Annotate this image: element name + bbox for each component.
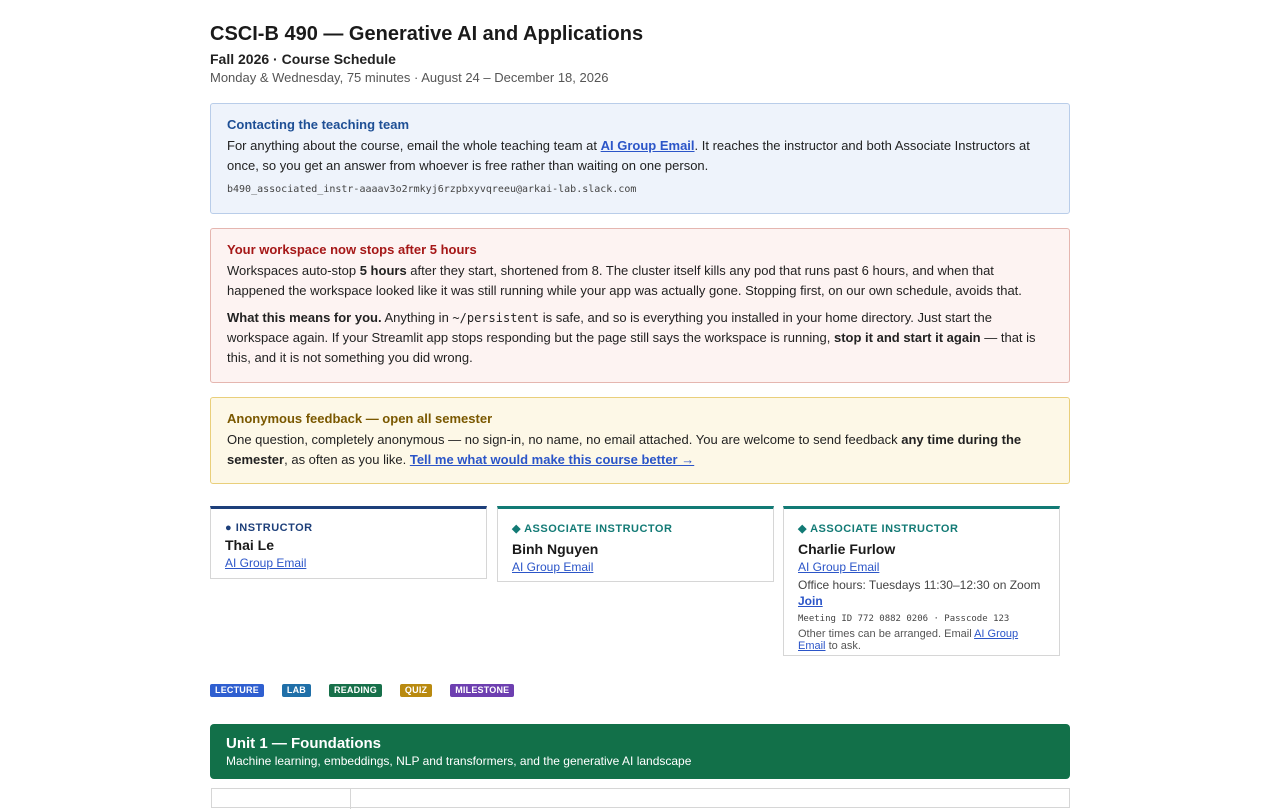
role-label: ◆ ASSOCIATE INSTRUCTOR — [512, 523, 673, 535]
staff-email-link[interactable]: AI Group Email — [798, 560, 880, 574]
contact-text — [227, 136, 1053, 176]
persistent-path: ~/persistent — [452, 311, 540, 325]
ws-p2-d: stop it and start it again — [834, 330, 981, 345]
workspace-paragraph-2 — [227, 308, 1053, 368]
tag-lecture: LECTURE — [210, 684, 264, 697]
ws-p2-b: Anything in — [381, 310, 453, 325]
role-label: ◆ ASSOCIATE INSTRUCTOR — [798, 523, 959, 535]
fb-c: , as often as you like. — [284, 452, 410, 467]
staff-name: Binh Nguyen — [512, 541, 599, 557]
type-legend — [210, 684, 532, 697]
table-column-divider — [350, 789, 351, 809]
staff-name: Charlie Furlow — [798, 541, 896, 557]
schedule-table — [211, 788, 1070, 808]
ws-p2-c: is safe, and so is everything you installed in your home directory. Just start the workspace again. If your Streamlit app stops responding but the page still says the workspace is running, — [227, 310, 992, 345]
ws-p1-a: Workspaces auto-stop — [227, 263, 360, 278]
staff-email-link[interactable]: AI Group Email — [225, 556, 307, 570]
ai-group-email-link[interactable]: AI Group Email — [600, 138, 695, 153]
ws-p2-a: What this means for you. — [227, 310, 382, 325]
instructor-card — [210, 506, 487, 579]
page-title: CSCI-B 490 — Generative AI and Applications — [210, 23, 644, 45]
zoom-join-link[interactable]: Join — [798, 594, 823, 608]
tag-lab: LAB — [282, 684, 311, 697]
ws-p1-b: 5 hours — [359, 263, 407, 278]
unit-1-header — [210, 724, 1070, 779]
other-b: to ask. — [825, 640, 861, 652]
tag-quiz: QUIZ — [400, 684, 432, 697]
fb-b: any time during the semester — [227, 432, 1022, 467]
contact-text-after: . It reaches the instructor and both Associate Instructors at once, so you get an answer from whoever is free rather than waiting on one person. — [227, 138, 1030, 173]
office-hours: Office hours: Tuesdays 11:30–12:30 on Zoom — [798, 578, 1041, 592]
staff-name: Thai Le — [225, 537, 275, 553]
tag-reading: READING — [329, 684, 382, 697]
unit-subtitle: Machine learning, embeddings, NLP and transformers, and the generative AI landscape — [226, 754, 692, 768]
course-meta: Monday & Wednesday, 75 minutes · August 24 – December 18, 2026 — [210, 70, 609, 85]
associate-instructor-card — [783, 506, 1060, 656]
group-email-address: b490_associated_instr-aaaav3o2rmkyj6rzpbxyvqreeu@arkai-lab.slack.com — [227, 184, 637, 195]
feedback-text — [227, 430, 1053, 470]
feedback-link[interactable]: Tell me what would make this course better → — [409, 452, 695, 467]
page-subtitle: Fall 2026 · Course Schedule — [210, 51, 396, 67]
tag-milestone: MILESTONE — [450, 684, 514, 697]
workspace-heading: Your workspace now stops after 5 hours — [227, 242, 477, 257]
contact-notice — [210, 103, 1070, 214]
other-a: Other times can be arranged. Email — [798, 628, 975, 640]
workspace-paragraph-1 — [227, 261, 1053, 301]
contact-heading: Contacting the teaching team — [227, 117, 410, 132]
feedback-notice — [210, 397, 1070, 484]
unit-title: Unit 1 — Foundations — [226, 735, 381, 752]
role-label: ● INSTRUCTOR — [225, 522, 313, 534]
workspace-notice — [210, 228, 1070, 383]
staff-email-link[interactable]: AI Group Email — [512, 560, 594, 574]
feedback-heading: Anonymous feedback — open all semester — [227, 411, 493, 426]
ws-p1-c: after they start, shortened from 8. The cluster itself kills any pod that runs past 6 hours, and when that happened the workspace looked like it was still running while your app was actually gone. Stopping first, on our own schedule, avoids that. — [227, 263, 1022, 298]
associate-instructor-card — [497, 506, 774, 582]
ws-p2-e: — that is this, and it is not something you did wrong. — [227, 330, 1036, 365]
other-email-link[interactable]: AI Group Email — [798, 628, 1019, 652]
meeting-info: Meeting ID 772 0882 0206 · Passcode 123 — [798, 614, 1010, 624]
contact-text-before: For anything about the course, email the whole teaching team at — [227, 138, 601, 153]
other-times-note — [798, 628, 1045, 652]
fb-a: One question, completely anonymous — no sign-in, no name, no email attached. You are welcome to send feedback — [227, 432, 902, 447]
